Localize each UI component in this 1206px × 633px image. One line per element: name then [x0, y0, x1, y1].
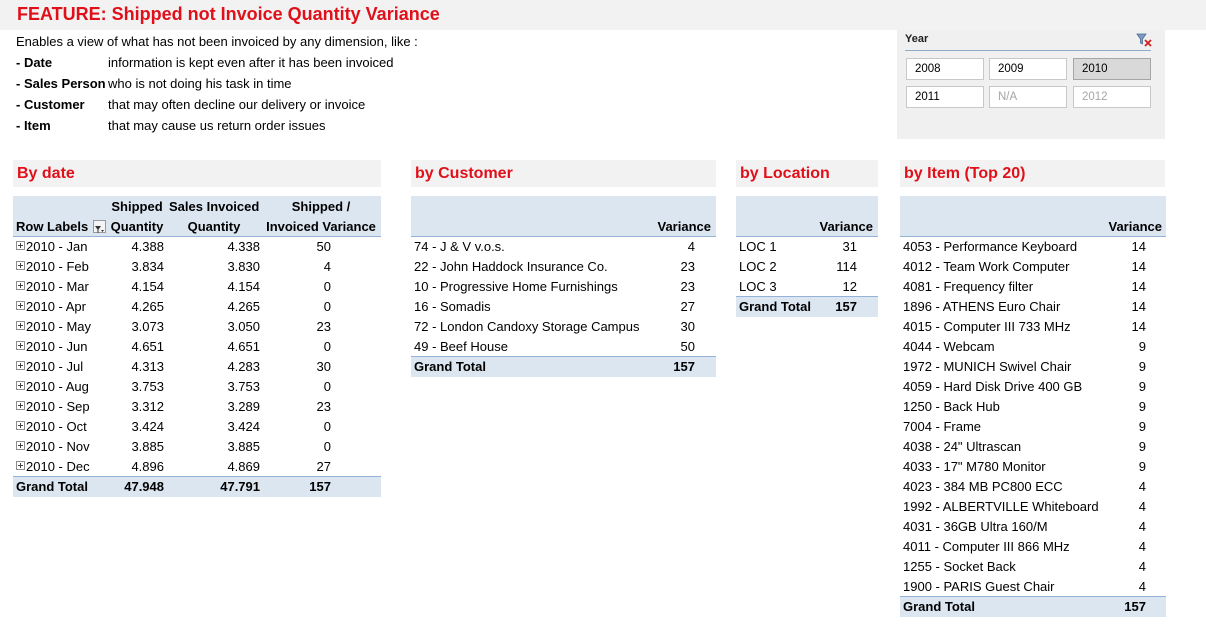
variance-value: 4: [1138, 479, 1146, 494]
variance-value: 0: [323, 339, 331, 354]
variance-value: 114: [836, 259, 857, 274]
variance-value: 50: [680, 339, 695, 354]
slicer-button-2009[interactable]: 2009: [989, 58, 1067, 80]
table-row: [900, 317, 1166, 337]
expand-plus-icon[interactable]: [16, 341, 25, 350]
variance-value: 9: [1138, 359, 1146, 374]
table-row: [900, 397, 1166, 417]
table-row: [411, 297, 716, 317]
variance-value: 27: [316, 459, 331, 474]
shipped-quantity: 4.388: [131, 239, 164, 254]
row-label-text: 2010 - Mar: [26, 279, 89, 294]
item-label: 4059 - Hard Disk Drive 400 GB: [903, 379, 1083, 394]
section-title-by-customer: by Customer: [415, 165, 513, 182]
variance-value: 0: [323, 419, 331, 434]
variance-value: 14: [1131, 259, 1146, 274]
filter-dropdown-icon[interactable]: [93, 220, 106, 233]
shipped-quantity: 4.265: [131, 299, 164, 314]
variance-value: 9: [1138, 399, 1146, 414]
grand-total-row: [13, 476, 381, 497]
grand-total-variance: 157: [673, 359, 695, 374]
variance-value: 4: [687, 239, 695, 254]
item-label: 7004 - Frame: [903, 419, 982, 434]
table-row: [900, 277, 1166, 297]
row-label-text: 2010 - Nov: [26, 439, 90, 454]
customer-label: 49 - Beef House: [414, 339, 508, 354]
slicer-button-na[interactable]: N/A: [989, 86, 1067, 108]
variance-value: 4: [323, 259, 331, 274]
table-row: [13, 257, 381, 277]
variance-value: 23: [316, 319, 331, 334]
table-row: [900, 417, 1166, 437]
slicer-button-2011[interactable]: 2011: [906, 86, 984, 108]
row-label: [16, 297, 86, 317]
expand-plus-icon[interactable]: [16, 321, 25, 330]
variance-value: 9: [1138, 419, 1146, 434]
row-labels-text: Row Labels: [16, 219, 89, 234]
section-title-by-item: by Item (Top 20): [904, 165, 1026, 182]
invoiced-quantity: 4.283: [227, 359, 260, 374]
intro-text: Enables a view of what has not been invoiced by any dimension, like :: [16, 34, 418, 49]
table-row: [900, 357, 1166, 377]
item-label: 4033 - 17" M780 Monitor: [903, 459, 1046, 474]
variance-value: 0: [323, 299, 331, 314]
grand-total-variance: 157: [1124, 599, 1146, 614]
variance-value: 14: [1131, 279, 1146, 294]
grand-total-variance: 157: [309, 479, 331, 494]
shipped-quantity: 3.073: [131, 319, 164, 334]
grand-total-label: Grand Total: [739, 299, 811, 314]
variance-value: 4: [1138, 579, 1146, 594]
pivot-by-item: [900, 196, 1166, 617]
item-label: 4044 - Webcam: [903, 339, 995, 354]
table-row: [900, 337, 1166, 357]
customer-label: 16 - Somadis: [414, 299, 491, 314]
row-label-text: 2010 - May: [26, 319, 92, 334]
item-label: 1972 - MUNICH Swivel Chair: [903, 359, 1072, 374]
slicer-button-2012[interactable]: 2012: [1073, 86, 1151, 108]
variance-value: 23: [680, 259, 695, 274]
slicer-button-2008[interactable]: 2008: [906, 58, 984, 80]
invoiced-quantity: 3.050: [227, 319, 260, 334]
customer-label: 22 - John Haddock Insurance Co.: [414, 259, 608, 274]
table-row: [900, 457, 1166, 477]
variance-value: 30: [680, 319, 695, 334]
item-label: 1250 - Back Hub: [903, 399, 1000, 414]
invoiced-quantity: 4.869: [227, 459, 260, 474]
item-label: 1255 - Socket Back: [903, 559, 1016, 574]
table-row: [736, 237, 878, 257]
table-row: [736, 257, 878, 277]
slicer-button-2010[interactable]: 2010: [1073, 58, 1151, 80]
expand-plus-icon[interactable]: [16, 261, 25, 270]
row-label: [16, 377, 89, 397]
item-label: 4015 - Computer III 733 MHz: [903, 319, 1071, 334]
customer-label: 72 - London Candoxy Storage Campus: [414, 319, 640, 334]
col-header-variance: Variance: [657, 219, 711, 234]
variance-value: 31: [842, 239, 857, 254]
location-label: LOC 3: [739, 279, 777, 294]
item-label: 4038 - 24" Ultrascan: [903, 439, 1022, 454]
item-label: 1992 - ALBERTVILLE Whiteboard: [903, 499, 1099, 514]
table-row: [411, 337, 716, 357]
expand-plus-icon[interactable]: [16, 441, 25, 450]
expand-plus-icon[interactable]: [16, 241, 25, 250]
location-label: LOC 2: [739, 259, 777, 274]
row-label-text: 2010 - Dec: [26, 459, 90, 474]
shipped-quantity: 3.753: [131, 379, 164, 394]
variance-value: 4: [1138, 519, 1146, 534]
col-header-variance: Variance: [819, 219, 873, 234]
location-label: LOC 1: [739, 239, 777, 254]
col-header-shipped: Shipped: [111, 199, 163, 214]
col-header-variance: Shipped /: [291, 199, 351, 214]
slicer-divider: [905, 50, 1151, 51]
grand-total-variance: 157: [835, 299, 857, 314]
item-label: 1900 - PARIS Guest Chair: [903, 579, 1055, 594]
variance-value: 9: [1138, 339, 1146, 354]
table-row: [411, 317, 716, 337]
row-label-text: 2010 - Jan: [26, 239, 88, 254]
row-label: [16, 357, 83, 377]
grand-total-row: [411, 356, 716, 377]
table-row: [411, 277, 716, 297]
item-label: 4053 - Performance Keyboard: [903, 239, 1078, 254]
invoiced-quantity: 4.338: [227, 239, 260, 254]
variance-value: 4: [1138, 499, 1146, 514]
table-row: [900, 517, 1166, 537]
expand-plus-icon[interactable]: [16, 361, 25, 370]
table-row: [13, 357, 381, 377]
table-row: [900, 477, 1166, 497]
invoiced-quantity: 4.265: [227, 299, 260, 314]
item-label: 4012 - Team Work Computer: [903, 259, 1070, 274]
invoiced-quantity: 4.154: [227, 279, 260, 294]
table-row: [13, 377, 381, 397]
grand-total-label: Grand Total: [414, 359, 486, 374]
invoiced-quantity: 4.651: [227, 339, 260, 354]
row-label-text: 2010 - Oct: [26, 419, 87, 434]
shipped-quantity: 4.651: [131, 339, 164, 354]
table-row: [13, 297, 381, 317]
shipped-quantity: 4.154: [131, 279, 164, 294]
expand-plus-icon[interactable]: [16, 401, 25, 410]
shipped-quantity: 3.312: [131, 399, 164, 414]
expand-plus-icon[interactable]: [16, 421, 25, 430]
row-label: [16, 437, 90, 457]
col-header-shipped-qty: Quantity: [110, 219, 164, 234]
table-row: [900, 257, 1166, 277]
shipped-quantity: 3.885: [131, 439, 164, 454]
shipped-quantity: 4.313: [131, 359, 164, 374]
table-row: [13, 337, 381, 357]
variance-value: 14: [1131, 299, 1146, 314]
row-label-text: 2010 - Apr: [26, 299, 86, 314]
table-row: [736, 277, 878, 297]
table-row: [13, 317, 381, 337]
invoiced-quantity: 3.885: [227, 439, 260, 454]
row-label-text: 2010 - Jun: [26, 339, 88, 354]
section-title-by-location: by Location: [740, 165, 830, 182]
table-row: [900, 497, 1166, 517]
col-header-invoiced: Sales Invoiced: [169, 199, 260, 214]
customer-label: 74 - J & V v.o.s.: [414, 239, 505, 254]
col-header-invoiced-qty: Quantity: [187, 219, 241, 234]
item-label: 4031 - 36GB Ultra 160/M: [903, 519, 1048, 534]
row-label: [16, 237, 87, 257]
grand-total-label: Grand Total: [16, 479, 88, 494]
row-label: [16, 417, 87, 437]
row-labels-header: [16, 217, 106, 237]
section-title-by-date: By date: [17, 165, 75, 182]
expand-plus-icon[interactable]: [16, 301, 25, 310]
item-label: 4081 - Frequency filter: [903, 279, 1034, 294]
variance-value: 23: [680, 279, 695, 294]
table-row: [900, 297, 1166, 317]
invoiced-quantity: 3.753: [227, 379, 260, 394]
expand-plus-icon[interactable]: [16, 461, 25, 470]
customer-label: 10 - Progressive Home Furnishings: [414, 279, 618, 294]
table-row: [13, 237, 381, 257]
pivot-by-customer: [411, 196, 716, 377]
table-row: [900, 237, 1166, 257]
row-label: [16, 397, 90, 417]
page-title: FEATURE: Shipped not Invoice Quantity Variance: [17, 4, 440, 24]
shipped-quantity: 3.424: [131, 419, 164, 434]
variance-value: 9: [1138, 379, 1146, 394]
table-row: [13, 457, 381, 477]
row-label-text: 2010 - Aug: [26, 379, 89, 394]
table-row: [900, 377, 1166, 397]
shipped-quantity: 4.896: [131, 459, 164, 474]
slicer-header: Year: [905, 33, 929, 45]
variance-value: 9: [1138, 439, 1146, 454]
table-row: [411, 237, 716, 257]
row-label: [16, 257, 89, 277]
table-row: [900, 437, 1166, 457]
variance-value: 50: [316, 239, 331, 254]
expand-plus-icon[interactable]: [16, 381, 25, 390]
variance-value: 14: [1131, 239, 1146, 254]
expand-plus-icon[interactable]: [16, 281, 25, 290]
invoiced-quantity: 3.830: [227, 259, 260, 274]
grand-total-label: Grand Total: [903, 599, 975, 614]
variance-value: 4: [1138, 559, 1146, 574]
invoiced-quantity: 3.289: [227, 399, 260, 414]
row-label-text: 2010 - Sep: [26, 399, 90, 414]
pivot-by-date: [13, 196, 381, 497]
grand-total-invoiced: 47.791: [220, 479, 260, 494]
variance-value: 12: [842, 279, 857, 294]
table-row: [411, 257, 716, 277]
pivot-by-location: [736, 196, 878, 317]
variance-value: 0: [323, 379, 331, 394]
grand-total-row: [900, 596, 1166, 617]
variance-value: 0: [323, 279, 331, 294]
table-row: [13, 277, 381, 297]
row-label: [16, 317, 91, 337]
variance-value: 0: [323, 439, 331, 454]
item-label: 4023 - 384 MB PC800 ECC: [903, 479, 1063, 494]
variance-value: 14: [1131, 319, 1146, 334]
col-header-variance: Variance: [1108, 219, 1162, 234]
variance-value: 23: [316, 399, 331, 414]
table-row: [13, 417, 381, 437]
col-header-variance-2: Invoiced Variance: [266, 219, 376, 234]
row-label: [16, 337, 87, 357]
year-slicer: [897, 30, 1165, 139]
item-label: 1896 - ATHENS Euro Chair: [903, 299, 1061, 314]
table-row: [13, 397, 381, 417]
clear-filter-icon[interactable]: [1136, 32, 1152, 48]
variance-value: 4: [1138, 539, 1146, 554]
row-label-text: 2010 - Jul: [26, 359, 84, 374]
table-row: [900, 537, 1166, 557]
variance-value: 9: [1138, 459, 1146, 474]
row-label-text: 2010 - Feb: [26, 259, 89, 274]
variance-value: 30: [316, 359, 331, 374]
grand-total-row: [736, 296, 878, 317]
table-row: [900, 577, 1166, 597]
row-label: [16, 277, 89, 297]
shipped-quantity: 3.834: [131, 259, 164, 274]
item-label: 4011 - Computer III 866 MHz: [903, 539, 1070, 554]
table-row: [13, 437, 381, 457]
table-row: [900, 557, 1166, 577]
row-label: [16, 457, 90, 477]
variance-value: 27: [680, 299, 695, 314]
grand-total-shipped: 47.948: [124, 479, 164, 494]
invoiced-quantity: 3.424: [227, 419, 260, 434]
